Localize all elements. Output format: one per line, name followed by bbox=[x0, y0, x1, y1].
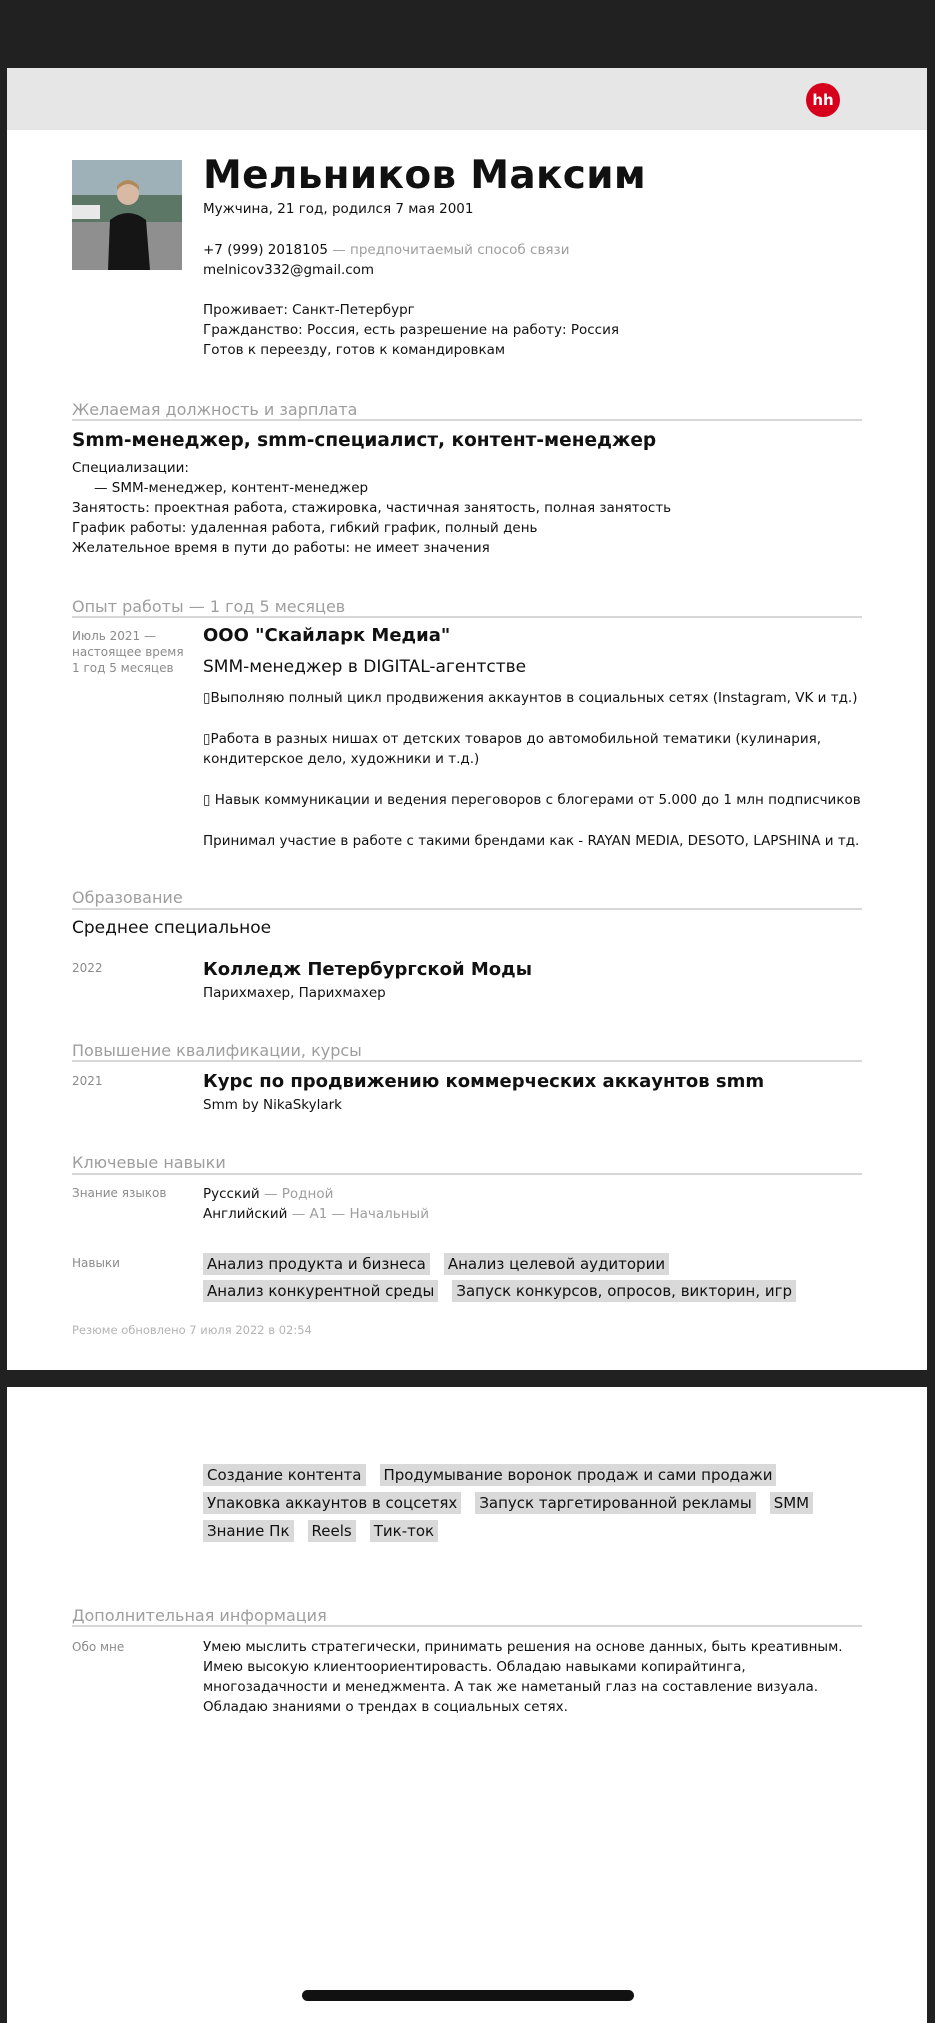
course-year: 2021 bbox=[72, 1074, 103, 1088]
location: Проживает: Санкт-Петербург bbox=[203, 302, 415, 318]
education-year: 2022 bbox=[72, 961, 103, 975]
course-name: Курс по продвижению коммерческих аккаунтов smm bbox=[203, 1071, 765, 1092]
divider bbox=[72, 1625, 862, 1627]
experience-period-start: Июль 2021 — bbox=[72, 629, 156, 643]
profile-photo bbox=[72, 160, 182, 270]
email-link[interactable]: melnicov332@gmail.com bbox=[203, 262, 375, 278]
skill-tag: Reels bbox=[308, 1520, 356, 1542]
experience-duration: 1 год 5 месяцев bbox=[72, 661, 174, 675]
languages-label: Знание языков bbox=[72, 1186, 167, 1200]
skill-tag: Запуск конкурсов, опросов, викторин, игр bbox=[452, 1280, 796, 1302]
skill-tags-row bbox=[203, 1280, 810, 1302]
skill-tag: Продумывание воронок продаж и сами продажи bbox=[380, 1464, 777, 1486]
hh-header-bar bbox=[7, 68, 927, 130]
language-1: Русский — Родной bbox=[203, 1186, 334, 1202]
section-title-desired: Желаемая должность и зарплата bbox=[72, 400, 358, 419]
company-name: ООО "Скайларк Медиа" bbox=[203, 625, 451, 646]
missing-glyph-icon: ▯ bbox=[203, 731, 211, 747]
section-title-additional: Дополнительная информация bbox=[72, 1606, 327, 1625]
divider bbox=[72, 616, 862, 618]
job-description-2: ▯Работа в разных нишах от детских товаров до автомобильной тематики (кулинария, bbox=[203, 731, 822, 747]
job-description-2-cont: кондитерское дело, художники и т.д.) bbox=[203, 751, 480, 767]
resume-page-1 bbox=[7, 68, 927, 1370]
candidate-info: Мужчина, 21 год, родился 7 мая 2001 bbox=[203, 201, 474, 217]
resume-page-2 bbox=[7, 1387, 927, 2023]
skills-label: Навыки bbox=[72, 1256, 120, 1270]
education-level: Среднее специальное bbox=[72, 918, 272, 938]
phone-number[interactable]: +7 (999) 2018105 bbox=[203, 242, 328, 258]
about-line-1: Умею мыслить стратегически, принимать решения на основе данных, быть креативным. bbox=[203, 1639, 843, 1655]
contact-phone-line bbox=[203, 242, 570, 258]
skill-tag: Запуск таргетированной рекламы bbox=[475, 1492, 755, 1514]
skill-tags-row bbox=[203, 1492, 827, 1514]
skill-tags-row bbox=[203, 1520, 452, 1542]
phone-note: — предпочитаемый способ связи bbox=[327, 242, 570, 258]
candidate-name: Мельников Максим bbox=[203, 153, 646, 198]
schedule: График работы: удаленная работа, гибкий график, полный день bbox=[72, 520, 538, 536]
divider bbox=[72, 419, 862, 421]
skill-tags-row bbox=[203, 1253, 683, 1275]
skill-tag: Анализ целевой аудитории bbox=[444, 1253, 669, 1275]
section-title-education: Образование bbox=[72, 888, 183, 907]
skill-tag: SMM bbox=[770, 1492, 813, 1514]
about-line-3: многозадачности и менеджмента. А так же наметаный глаз на составление визуала. bbox=[203, 1679, 819, 1695]
course-org: Smm by NikaSkylark bbox=[203, 1097, 343, 1113]
divider bbox=[72, 1060, 862, 1062]
divider bbox=[72, 1173, 862, 1175]
section-title-courses: Повышение квалификации, курсы bbox=[72, 1041, 362, 1060]
home-indicator[interactable] bbox=[302, 1990, 634, 2001]
school-specialty: Парихмахер, Парихмахер bbox=[203, 985, 386, 1001]
job-role: SMM-менеджер в DIGITAL-агентстве bbox=[203, 657, 527, 677]
skill-tag: Упаковка аккаунтов в соцсетях bbox=[203, 1492, 461, 1514]
missing-glyph-icon: ▯ bbox=[203, 792, 211, 808]
spec-item: — SMM-менеджер, контент-менеджер bbox=[94, 480, 369, 496]
desired-position: Smm-менеджер, smm-специалист, контент-менеджер bbox=[72, 430, 657, 451]
job-description-4: Принимал участие в работе с такими брендами как - RAYAN MEDIA, DESOTO, LAPSHINA и тд. bbox=[203, 833, 860, 849]
skill-tag: Анализ конкурентной среды bbox=[203, 1280, 438, 1302]
missing-glyph-icon: ▯ bbox=[203, 690, 211, 706]
section-title-experience: Опыт работы — 1 год 5 месяцев bbox=[72, 597, 346, 616]
about-line-4: Обладаю знаниями о трендах в социальных сетях. bbox=[203, 1699, 568, 1715]
skill-tag: Анализ продукта и бизнеса bbox=[203, 1253, 430, 1275]
travel-time: Желательное время в пути до работы: не имеет значения bbox=[72, 540, 490, 556]
divider bbox=[72, 908, 862, 910]
updated-date: Резюме обновлено 7 июля 2022 в 02:54 bbox=[72, 1323, 312, 1337]
language-2: Английский — A1 — Начальный bbox=[203, 1206, 429, 1222]
about-label: Обо мне bbox=[72, 1640, 125, 1654]
citizenship: Гражданство: Россия, есть разрешение на работу: Россия bbox=[203, 322, 619, 338]
hh-logo[interactable]: hh bbox=[806, 83, 840, 117]
job-description-1: ▯Выполняю полный цикл продвижения аккаунтов в социальных сетях (Instagram, VK и тд.) bbox=[203, 690, 858, 706]
about-line-2: Имею высокую клиентоориентировасть. Обладаю навыками копирайтинга, bbox=[203, 1659, 746, 1675]
skill-tags-row bbox=[203, 1464, 790, 1486]
school-name: Колледж Петербургской Моды bbox=[203, 959, 532, 980]
skill-tag: Тик-ток bbox=[370, 1520, 438, 1542]
job-description-3: ▯ Навык коммуникации и ведения переговоров с блогерами от 5.000 до 1 млн подписчиков bbox=[203, 792, 861, 808]
spec-label: Специализации: bbox=[72, 460, 189, 476]
relocation: Готов к переезду, готов к командировкам bbox=[203, 342, 506, 358]
skill-tag: Создание контента bbox=[203, 1464, 366, 1486]
experience-period-end: настоящее время bbox=[72, 645, 184, 659]
employment: Занятость: проектная работа, стажировка, частичная занятость, полная занятость bbox=[72, 500, 672, 516]
skill-tag: Знание Пк bbox=[203, 1520, 294, 1542]
section-title-skills: Ключевые навыки bbox=[72, 1153, 226, 1172]
